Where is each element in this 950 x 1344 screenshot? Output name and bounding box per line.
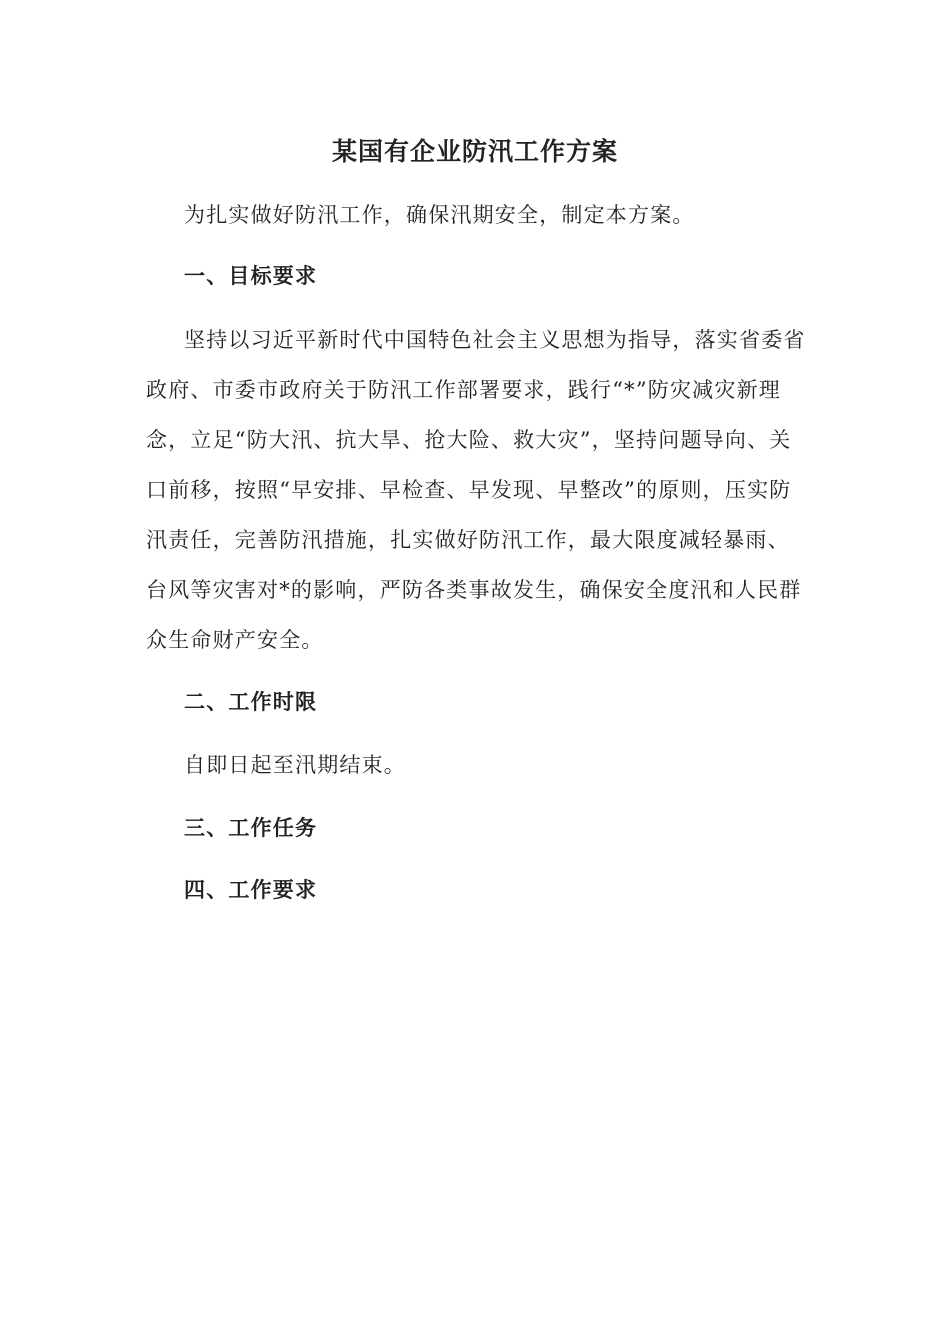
section-heading-tasks: 三、工作任务 bbox=[184, 815, 318, 840]
section-body-goals: 坚持以习近平新时代中国特色社会主义思想为指导，落实省委省政府、市委市政府关于防汛工作部署要求，践行“*”防灾减灾新理念，立足“防大汛、抗大旱、抢大险、救大灾”，坚持问题导向、关口前移，按照“早安排、早检查、早发现、早整改”的原则，压实防汛责任，完善防汛措施，扎实做好防汛工作，最大限度减轻暴雨、台风等灾害对*的影响，严防各类事故发生，确保安全度汛和人民群众生命财产安全。 bbox=[146, 328, 806, 652]
document-title: 某国有企业防汛工作方案 bbox=[331, 137, 618, 166]
section-body-timeline: 自即日起至汛期结束。 bbox=[184, 753, 406, 777]
section-heading-timeline: 二、工作时限 bbox=[184, 689, 318, 714]
section-heading-goals: 一、目标要求 bbox=[184, 263, 318, 288]
intro-paragraph: 为扎实做好防汛工作，确保汛期安全，制定本方案。 bbox=[184, 203, 695, 227]
section-heading-requirements: 四、工作要求 bbox=[184, 877, 318, 902]
